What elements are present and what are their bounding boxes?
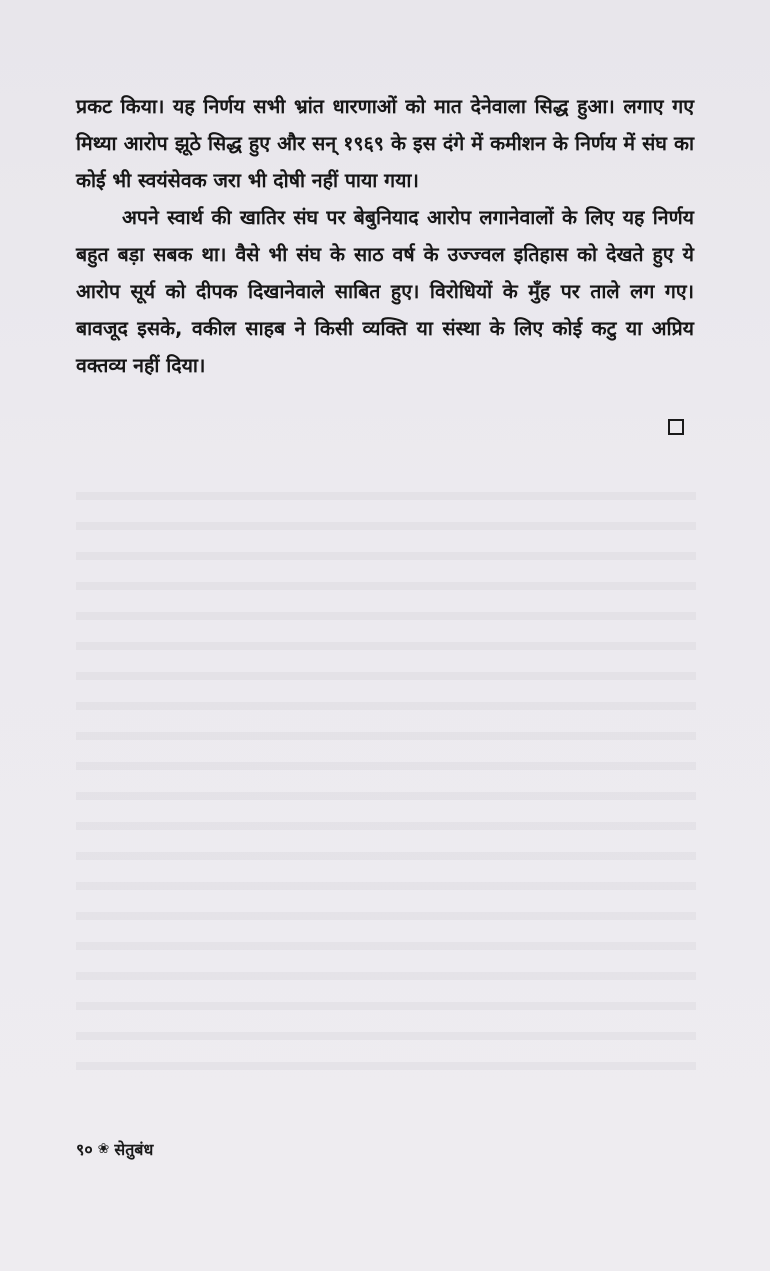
page-number: ९० [76, 1140, 93, 1159]
body-text [76, 88, 694, 384]
book-title: सेतुबंध [114, 1140, 154, 1159]
end-of-section-square-icon [668, 419, 684, 435]
paragraph-1: प्रकट किया। यह निर्णय सभी भ्रांत धारणाओं को मात देनेवाला सिद्ध हुआ। लगाए गए मिथ्या आरोप झूठे सिद्ध हुए और सन् १९६९ के इस दंगे में कमीशन के निर्णय में संघ का कोई भी स्वयंसेवक जरा भी दोषी नहीं पाया गया। [76, 95, 694, 192]
page-footer [76, 1138, 153, 1160]
paragraph-2: अपने स्वार्थ की खातिर संघ पर बेबुनियाद आरोप लगानेवालों के लिए यह निर्णय बहुत बड़ा सबक था। वैसे भी संघ के साठ वर्ष के उज्ज्वल इतिहास को देखते हुए ये आरोप सूर्य को दीपक दिखानेवाले साबित हुए। विरोधियों के मुँह पर ताले लग गए। बावजूद इसके, वकील साहब ने किसी व्यक्ति या संस्था के लिए कोई कटु या अप्रिय वक्तव्य नहीं दिया। [76, 206, 694, 377]
show-through-shadow [76, 470, 696, 1070]
flower-ornament-icon: ❀ [97, 1141, 110, 1157]
